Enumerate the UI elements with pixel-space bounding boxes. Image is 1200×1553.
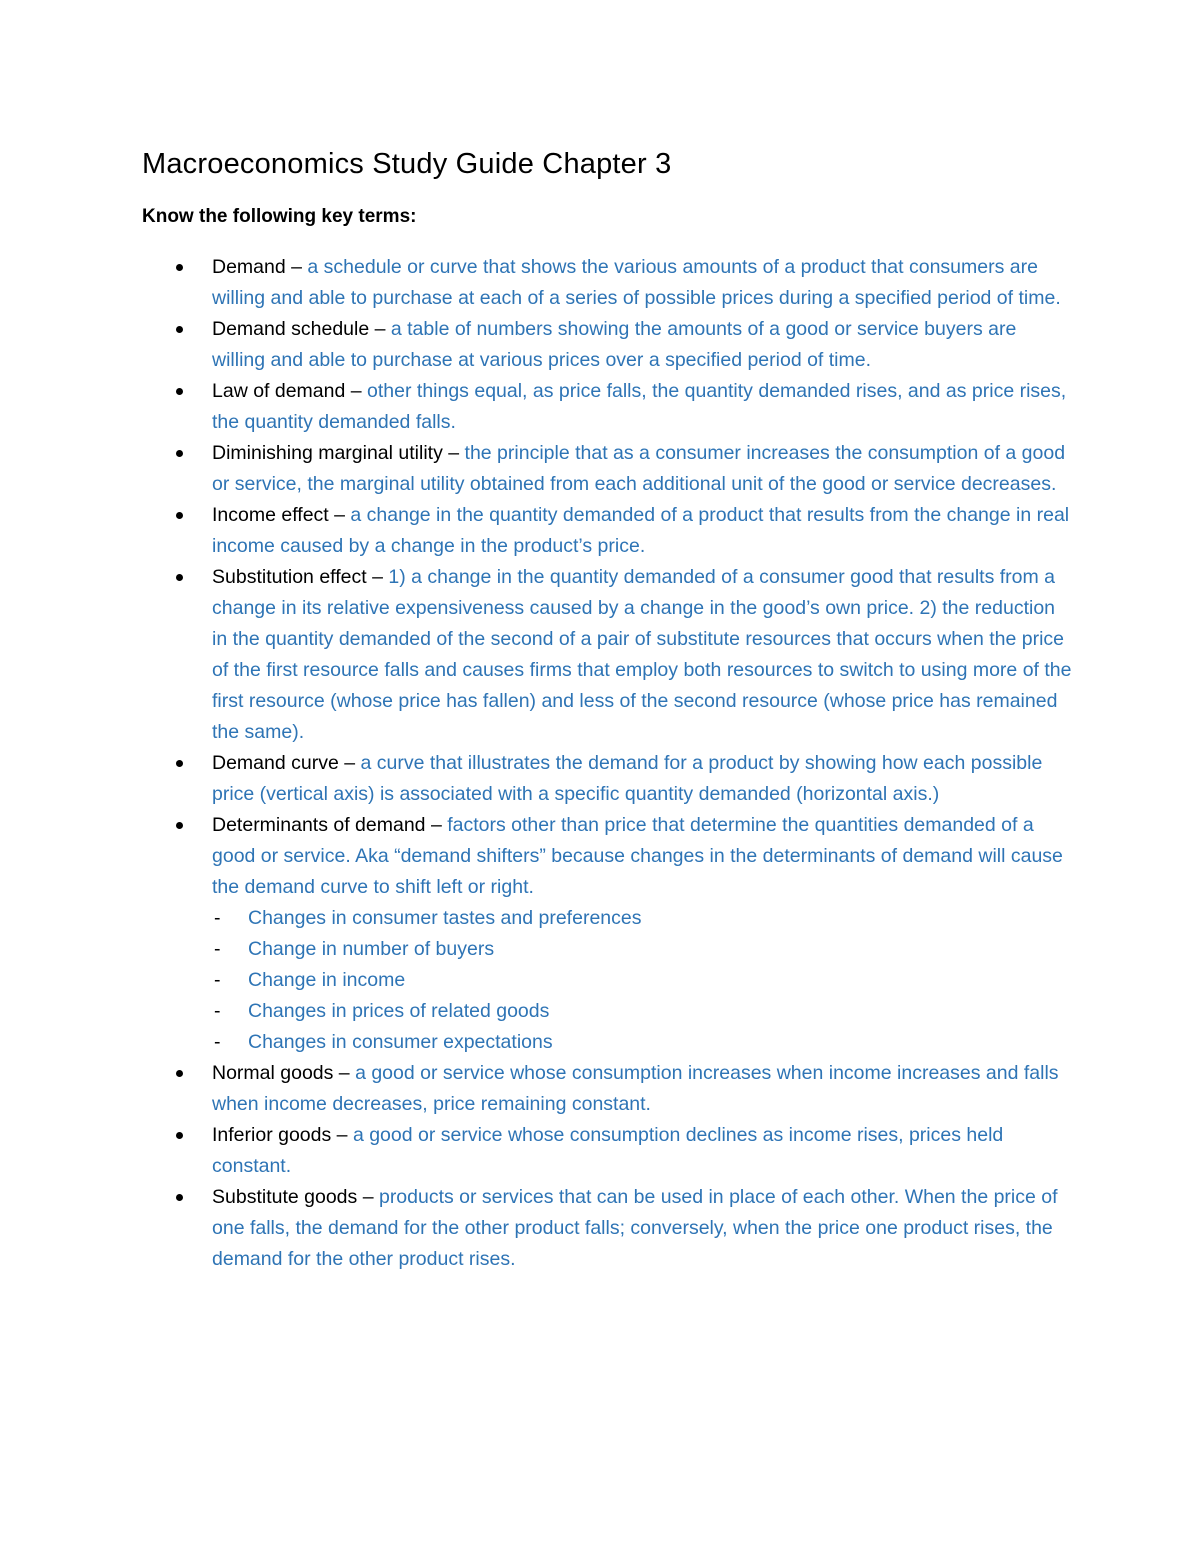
- sub-list-item: [212, 1027, 1072, 1058]
- term-separator: –: [425, 814, 448, 836]
- bullet-icon: [176, 1070, 183, 1077]
- term-definition: other things equal, as price falls, the quantity demanded rises, and as price rises, the quantity demanded falls.: [212, 380, 1067, 433]
- sub-list-item: [212, 903, 1072, 934]
- term-name: Income effect: [212, 504, 329, 526]
- term-separator: –: [285, 256, 308, 278]
- term-definition: 1) a change in the quantity demanded of a consumer good that results from a change in its relative expensiveness caused by a change in the good’s own price. 2) the reduction in the quantity demanded of the second of a pair of substitute resources that occurs when the price of the first resource falls and causes firms that employ both resources to switch to using more of the first resource (whose price has fallen) and less of the second resource (whose price has remained the same).: [212, 566, 1072, 743]
- term-separator: –: [338, 752, 361, 774]
- term-definition: factors other than price that determine the quantities demanded of a good or service. Aka “demand shifters” because changes in the determinants of demand will cause the demand curve to shift left or right.: [212, 814, 1063, 898]
- key-term-item: [142, 252, 1072, 314]
- key-terms-list: [142, 252, 1072, 1275]
- sub-list-item: [212, 934, 1072, 965]
- dash-marker: -: [214, 969, 221, 991]
- term-name: Demand curve: [212, 752, 339, 774]
- term-name: Substitute goods: [212, 1186, 358, 1208]
- dash-marker: -: [214, 1031, 221, 1053]
- dash-marker: -: [214, 938, 221, 960]
- bullet-icon: [176, 822, 183, 829]
- bullet-icon: [176, 388, 183, 395]
- term-name: Diminishing marginal utility: [212, 442, 443, 464]
- key-term-item: [142, 1182, 1072, 1275]
- term-separator: –: [331, 1124, 353, 1146]
- term-definition: a change in the quantity demanded of a product that results from the change in real income caused by a change in the product’s price.: [212, 504, 1070, 557]
- bullet-icon: [176, 326, 183, 333]
- sub-item-text: Changes in consumer expectations: [248, 1031, 553, 1053]
- bullet-icon: [176, 760, 183, 767]
- key-term-item: [142, 500, 1072, 562]
- sub-list-item: [212, 996, 1072, 1027]
- bullet-icon: [176, 1132, 183, 1139]
- sub-item-text: Change in number of buyers: [248, 938, 495, 960]
- key-term-item: [142, 562, 1072, 748]
- term-definition: a curve that illustrates the demand for a product by showing how each possible price (vertical axis) is associated with a specific quantity demanded (horizontal axis.): [212, 752, 1043, 805]
- sub-list-item: [212, 965, 1072, 996]
- dash-marker: -: [214, 907, 221, 929]
- sub-item-text: Change in income: [248, 969, 406, 991]
- term-separator: –: [333, 1062, 356, 1084]
- term-definition: a schedule or curve that shows the various amounts of a product that consumers are willing and able to purchase at each of a series of possible prices during a specified period of time.: [212, 256, 1061, 309]
- term-separator: –: [369, 318, 391, 340]
- term-definition: a good or service whose consumption declines as income rises, prices held constant.: [212, 1124, 1004, 1177]
- document-content: [142, 146, 1072, 1275]
- sub-item-text: Changes in prices of related goods: [248, 1000, 550, 1022]
- key-term-item: [142, 748, 1072, 810]
- determinants-sublist: [212, 903, 1072, 1058]
- term-name: Law of demand: [212, 380, 346, 402]
- dash-marker: -: [214, 1000, 221, 1022]
- key-term-item: [142, 376, 1072, 438]
- term-separator: –: [345, 380, 368, 402]
- bullet-icon: [176, 264, 183, 271]
- key-term-item: [142, 810, 1072, 1058]
- term-definition: products or services that can be used in place of each other. When the price of one falls, the demand for the other product falls; conversely, when the price one product rises, the demand for the other product rises.: [212, 1186, 1058, 1270]
- term-separator: –: [357, 1186, 379, 1208]
- term-name: Inferior goods: [212, 1124, 332, 1146]
- document-title: Macroeconomics Study Guide Chapter 3: [142, 148, 672, 180]
- term-definition: the principle that as a consumer increases the consumption of a good or service, the marginal utility obtained from each additional unit of the good or service decreases.: [212, 442, 1066, 495]
- key-terms-heading: Know the following key terms:: [142, 206, 417, 227]
- bullet-icon: [176, 450, 183, 457]
- key-term-item: [142, 438, 1072, 500]
- bullet-icon: [176, 1194, 183, 1201]
- term-name: Demand: [212, 256, 286, 278]
- term-separator: –: [366, 566, 389, 588]
- term-separator: –: [442, 442, 465, 464]
- term-name: Demand schedule: [212, 318, 370, 340]
- bullet-icon: [176, 574, 183, 581]
- key-term-item: [142, 1120, 1072, 1182]
- term-name: Substitution effect: [212, 566, 367, 588]
- bullet-icon: [176, 512, 183, 519]
- key-term-item: [142, 1058, 1072, 1120]
- term-separator: –: [328, 504, 351, 526]
- key-term-item: [142, 314, 1072, 376]
- sub-item-text: Changes in consumer tastes and preferences: [248, 907, 642, 929]
- term-name: Normal goods: [212, 1062, 334, 1084]
- term-definition: a table of numbers showing the amounts of a good or service buyers are willing and able to purchase at various prices over a specified period of time.: [212, 318, 1017, 371]
- term-name: Determinants of demand: [212, 814, 426, 836]
- term-definition: a good or service whose consumption increases when income increases and falls when income decreases, price remaining constant.: [212, 1062, 1059, 1115]
